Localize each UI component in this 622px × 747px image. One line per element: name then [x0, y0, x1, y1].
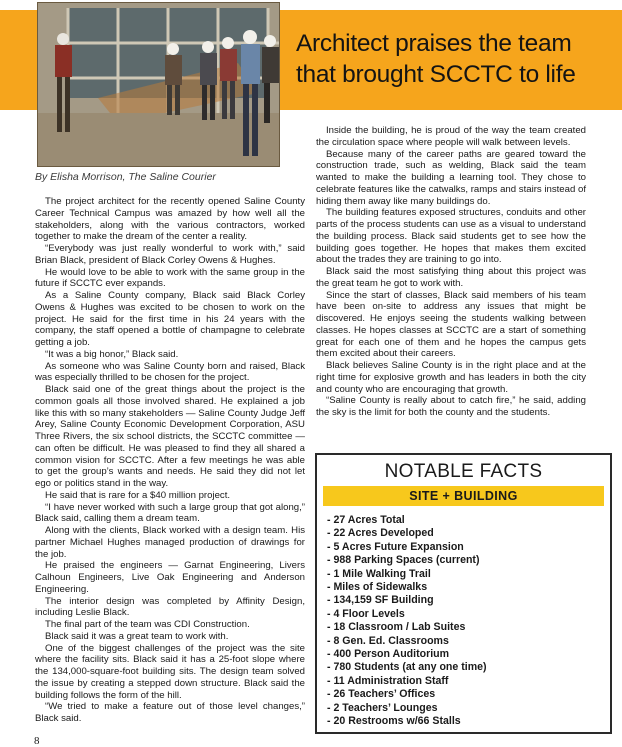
paragraph: “Everybody was just really wonderful to work with,” said Brian Black, president of Black Corley Owens & Hughes. [35, 243, 305, 266]
fact-item: - 20 Restrooms w/66 Stalls [327, 715, 461, 728]
article-headline [296, 28, 618, 90]
fact-item: - Miles of Sidewalks [327, 581, 428, 594]
fact-item: - 26 Teachers’ Offices [327, 688, 436, 701]
fact-item: - 988 Parking Spaces (current) [327, 554, 480, 567]
paragraph: The final part of the team was CDI Construction. [45, 619, 250, 630]
paragraph: The building features exposed structures, conduits and other parts of the process students can use as a visual to understand the building process. Black said students get to see how the building goes together. He hopes that makes them excited about the trades they are training to go into. [316, 207, 586, 266]
paragraph: Along with the clients, Black worked with a design team. His partner Michael Hughes managed production of drawings for the job. [35, 525, 305, 560]
fact-item: - 1 Mile Walking Trail [327, 567, 431, 580]
fact-item: - 22 Acres Developed [327, 527, 434, 540]
fact-item: - 27 Acres Total [327, 514, 405, 526]
fact-item: - 5 Acres Future Expansion [327, 540, 464, 553]
fact-item: - 134,159 SF Building [327, 594, 434, 607]
paragraph: The interior design was completed by Affinity Design, including Leslie Black. [35, 595, 305, 619]
headline-line-1: Architect praises the team [296, 30, 572, 57]
page-number: 8 [34, 735, 40, 747]
paragraph: One of the biggest challenges of the project was the site where the facility sits. Black said it has a 25-foot slope where the 134,000-square-foot building sits. The design team solved the issue by creating a stepped down structure. Black said the building follows the form of the hill. [35, 642, 305, 701]
paragraph: Black believes Saline County is in the right place and at the right time for explosive growth and has leaders in both the city and county who are encouraging that growth. [316, 360, 586, 395]
fact-item: - 400 Person Auditorium [327, 648, 450, 661]
paragraph: He praised the engineers — Garnat Engineering, Livers Calhoun Engineers, Live Oak Engineering and Anderson Engineering. [35, 560, 305, 595]
fact-item: - 8 Gen. Ed. Classrooms [327, 634, 449, 647]
paragraph: “We tried to make a feature out of those level changes,” Black said. [35, 701, 305, 724]
paragraph: “Saline County is really about to catch fire,” he said, adding the sky is the limit for both the county and the students. [316, 395, 586, 418]
article-column-left [35, 196, 305, 725]
fact-item: - 780 Students (at any one time) [327, 661, 487, 674]
facts-title: NOTABLE FACTS [384, 461, 543, 482]
headline-line-2: that brought SCCTC to life [296, 61, 576, 88]
paragraph: He said that is rare for a $40 million project. [45, 489, 231, 501]
facts-list [327, 514, 487, 729]
paragraph: Black said the most satisfying thing about this project was the great team he got to work with. [316, 266, 586, 289]
paragraph: “It was a big honor,” Black said. [45, 348, 179, 360]
paragraph: “I have never worked with such a large group that got along,” Black said, calling them a dream team. [35, 501, 305, 525]
paragraph: As a Saline County company, Black said Black Corley Owens & Hughes was excited to be chosen to work on the project. He said for the first time in his 24 years with the company, the staff opened a bottle of champagne to celebrate getting a job. [35, 290, 305, 348]
fact-item: - 11 Administration Staff [327, 674, 449, 687]
paragraph: As someone who was Saline County born and raised, Black was especially thrilled to be chosen for the project. [35, 360, 305, 384]
article-column-right [316, 125, 586, 419]
fact-item: - 4 Floor Levels [327, 607, 405, 620]
facts-subtitle-bar: SITE + BUILDING [323, 486, 604, 506]
paragraph: Since the start of classes, Black said members of his team have been on-site to address any issues that might be discovered. He enjoys seeing the students walking between classes. He hopes classes at SCCTC are a start of something great for each one of them and he hopes the campus gets them excited about their careers. [316, 289, 586, 360]
paragraph: Black said it was a great team to work with. [45, 630, 229, 642]
paragraph: Black said one of the great things about the project is the common goals all those involved shared. He explained a job like this with so many stakeholders — Saline County Judge Jeff Arey, Saline County Economic Development Corporation, ASU Three Rivers, the six school districts, the SCCTC committee — can often be difficult. He was pleased to find they all shared a common vision for SCCTC. After a few meetings he was able to get the group’s wants and needs. He said they did not let ego or politics stand in the way. [35, 384, 305, 489]
paragraph: Inside the building, he is proud of the way the team created the circulation space where people will walk between levels. [316, 125, 586, 148]
article-photo [37, 2, 280, 167]
paragraph: The project architect for the recently opened Saline County Career Technical Campus was amazed by how well all the stakeholders, along with the various contractors, worked together to make the dream of the center a reality. [35, 196, 305, 243]
fact-item: - 18 Classroom / Lab Suites [327, 621, 466, 634]
paragraph: He would love to be able to work with the same group in the future if SCCTC ever expands. [35, 266, 305, 290]
byline: By Elisha Morrison, The Saline Courier [35, 171, 216, 183]
paragraph: Because many of the career paths are geared toward the construction trade, such as welding, Black said the team wanted to make the building a learning tool. They chose to celebrate features like the catwalks, ramps and stairs instead of hiding them away like many buildings do. [316, 148, 586, 207]
fact-item: - 2 Teachers’ Lounges [327, 701, 438, 714]
architects-group-photo [38, 3, 279, 166]
notable-facts-box [315, 453, 612, 734]
